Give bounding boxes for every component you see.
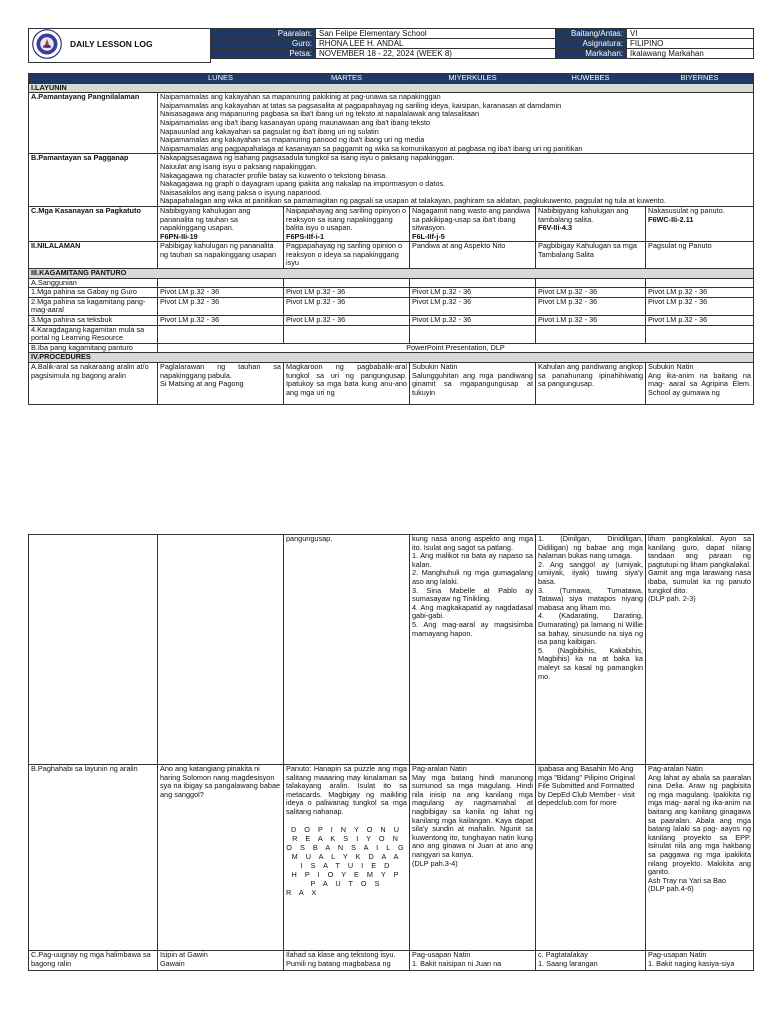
- document-title: DAILY LESSON LOG: [70, 38, 153, 49]
- row-label-balik-aral: A.Balik-aral sa nakaraang aralin at/o pagsisimula ng bagong aralin: [29, 363, 158, 405]
- puzzle-row: M U A L Y K D A A: [291, 851, 402, 861]
- kasanayan-text: Nabibigyang kahulugan ang pananalita ng tauhan sa napakinggang usapan.: [160, 206, 251, 233]
- paghahabi-cell: Pag-aralan Natin May mga batang hindi marunong sumunod sa mga magulang. Hindi nila inisip na ang kanilang mga magulang ay nagmamahal at nagbibigay sa kanila ng lahat ng kanilang mga kailangan. Kaya dapat sila'y sundin at mahalin. Ngunit sa kuwentong ito, tunghayan natin kung ano ang ginawa ni Juan at ano ang nangyari sa kanya. (DLP pah.3-4): [410, 765, 536, 951]
- row-label-pamantayan-pagganap: B.Pamantayan sa Pagganap: [29, 154, 158, 207]
- iba-pang-kagamitan-value: PowerPoint Presentation, DLP: [158, 343, 754, 353]
- continued-cell: kung nasa anong aspekto ang mga ito. Isulat ang sagot sa patlang. 1. Ang malikot na bata ay napaso sa kalan. 2. Manghuhuli ng mga gumagalang aso ang lalaki. 3. Sina Mabelle at Pablo ay sumasayaw ng Tinikling. 4. Ang magkakapatid ay nagdadasal gabi-gabi. 5. Ang mag-aaral ay magsisimba mamayang hapon.: [410, 535, 536, 765]
- header-brand: [29, 29, 211, 63]
- pamantayang-pangnilalaman-text: Naipamamalas ang kakayahan sa mapanuring pakikinig at pag-unawa sa napakinggan Naipamamalas ang kakayahan at tatas sa pagsasalita at pagpapahayag ng sariling ideya, kaisipan, karanasan at damdamin Naisasagawa ang mapanuring pagbasa sa iba't ibang uri ng teksto at napalalawak ang talasalitaan Naipamamalas ang iba't ibang kasanayan upang maunawaan ang iba't ibang teksto Napauunlad ang kakayahan sa pagsulat ng iba't ibang uri ng sulatin Naipamamalas ang kakayahan sa mapanuring panood ng iba't ibang uri ng media Naipamamalas ang pagpapahalaga at kasanayan sa paggamit ng wika sa komunikasyon at pagbasa ng iba't ibang uri ng panitikan: [158, 93, 754, 154]
- puzzle-row: R A X: [286, 887, 320, 897]
- continued-cell: [158, 535, 284, 765]
- puzzle-row: I S A T U I E D: [300, 860, 393, 870]
- paghahabi-cell: Pag-aralan Natin Ang lahat ay abala sa paaralan nina Delia. Araw ng pagbisita ng mga magulang. Ipakikita ng mga mag- aaral ng ika-anim na baitang ang kanilang ginagawa sa paaralan. Abala ang mga batang lalaki sa pag- aayos ng kanilang proyekto sa EPP. Isinulat nila ang mga hakbang sa paggawa ng mga ipakikita nilang proyekto. Makikita ang ganito. Ash Tray na Yari sa Bao (DLP pah.4-6): [646, 765, 754, 951]
- header-table: [28, 28, 754, 63]
- pivot-cell: Pivot LM p.32 - 36: [646, 316, 754, 326]
- kasanayan-cell: [284, 206, 410, 241]
- pivot-cell: Pivot LM p.32 - 36: [536, 316, 646, 326]
- puzzle-row: O S B A N S A I L G: [286, 842, 407, 852]
- balik-aral-cell: Kahulan ang pandiwang angkop sa panahunang ipinahihiwatig sa pangungusap.: [536, 363, 646, 405]
- pivot-cell: Pivot LM p.32 - 36: [158, 288, 284, 298]
- nilalaman-cell: Pabibigay kahulugan ng pananalita ng tauhan sa napakinggang usapan: [158, 242, 284, 269]
- paghahabi-cell: [284, 765, 410, 951]
- pivot-cell: Pivot LM p.32 - 36: [284, 316, 410, 326]
- date-label: Petsa:: [211, 49, 316, 59]
- lesson-table-continued: [28, 534, 754, 971]
- kasanayan-text: Nabibigyang kahulugan ang tambalang salita.: [538, 206, 629, 224]
- row-label-sanggunian: A.Sanggunian: [29, 278, 158, 288]
- section-kagamitan: III.KAGAMITANG PANTURO: [29, 269, 754, 279]
- pivot-cell: Pivot LM p.32 - 36: [646, 288, 754, 298]
- section-layunin: I.LAYUNIN: [29, 83, 754, 93]
- row-label-paghahabi: B.Paghahabi sa layunin ng aralin: [29, 765, 158, 951]
- quarter-value: Ikalawang Markahan: [627, 49, 754, 59]
- continued-label-cell: [29, 535, 158, 765]
- row-label-gabay: 1.Mga pahina sa Gabay ng Guro: [29, 288, 158, 298]
- pivot-cell: Pivot LM p.32 - 36: [410, 288, 536, 298]
- row-label-karagdagang: 4.Karagdagang kagamitan mula sa portal ng Learning Resource: [29, 325, 158, 343]
- kasanayan-cell: [410, 206, 536, 241]
- date-value: NOVEMBER 18 - 22, 2024 (WEEK 8): [316, 49, 556, 59]
- grade-label: Baitang/Antas:: [556, 29, 627, 39]
- teacher-label: Guro:: [211, 39, 316, 49]
- kasanayan-cell: [646, 206, 754, 241]
- day-header-biyernes: BIYERNES: [646, 74, 754, 84]
- pag-uugnay-cell: c. Pagtatalakay 1. Saang larangan: [536, 951, 646, 971]
- row-label-teksbuk: 3.Mga pahina sa teksbuk: [29, 316, 158, 326]
- competency-code: F6PS-IIf-i-1: [286, 231, 325, 241]
- school-value: San Felipe Elementary School: [316, 29, 556, 39]
- pivot-cell: Pivot LM p.32 - 36: [284, 297, 410, 315]
- continued-cell: 1. (Dinilgan, Dinidiligan, Didiligan) ng babae ang mga halaman bukas nang umaga. 2. Ang sanggol ay (umiyak, umiiyak, iiyak) tuwing siya'y basa. 3. (Tumawa, Tumatawa, Tatawa) siya matapos niyang mabasa ang liham mo. 4. (Kadarating, Darating, Dumarating) pa lamang ni Willie sa bahay, sinusundo na siya ng isa pang kaibigan. 5. (Nagbibihis, Kakabihis, Magbihis) ka na at baka ka maleyt sa kasal ng pamangkin mo.: [536, 535, 646, 765]
- continued-cell: liham pangkalakal. Ayon sa kanilang guro, dapat nilang tandaan ang paraan ng pagtutupi ng liham pangkalakal. Gamit ang mga larawang nasa ibaba, sumulat ka ng panuto tungkol dito. (DLP pah. 2-3): [646, 535, 754, 765]
- continued-cell: pangungusap.: [284, 535, 410, 765]
- competency-code: F6WC-IIi-2.11: [648, 214, 694, 224]
- pamantayan-pagganap-text: Nakapagsasagawa ng isahang pagsasadula tungkol sa isang isyu o paksang napakinggan. Naiuulat ang isang isyu o paksang napakinggan. Nakagagawa ng character profile batay sa kuwento o tekstong binasa. Nakagagawa ng graph o dayagram upang ipakita ang nakalap na impormasyon o datos. Naisasakilos ang isang paksa o isyung napanood. Napapahalagan ang wika at panitikan sa pamamagitan ng pagsali sa usapan at talakayan, paghiram sa aklatan, pagkukuwento, pagsulat ng tula at kuwento.: [158, 154, 754, 207]
- pag-uugnay-cell: Isipin at Gawin Gawain: [158, 951, 284, 971]
- pivot-cell: Pivot LM p.32 - 36: [158, 316, 284, 326]
- word-puzzle: [286, 825, 407, 897]
- nilalaman-cell: Pagsulat ng Panuto: [646, 242, 754, 269]
- row-label-pamantayang-pangnilalaman: A.Pamantayang Pangnilalaman: [29, 93, 158, 154]
- kasanayan-text: Nagagamit nang wasto ang pandiwa sa pakikipag-usap sa iba't ibang sitwasyon.: [412, 206, 531, 233]
- kasanayan-cell: [536, 206, 646, 241]
- pivot-cell: Pivot LM p.32 - 36: [536, 297, 646, 315]
- kasanayan-text: Naipapahayag ang sariling opinyon o reaksyon sa isang napakinggang balita isyu o usapan.: [286, 206, 407, 233]
- page-2: [28, 534, 753, 971]
- school-label: Paaralan:: [211, 29, 316, 39]
- pivot-cell: Pivot LM p.32 - 36: [284, 288, 410, 298]
- row-label-pag-uugnay: C.Pag-uugnay ng mga halimbawa sa bagong ralin: [29, 951, 158, 971]
- paghahabi-cell: Ipabasa ang Basahin Mo Ang mga "Bidang" Pilipino Original File Submitted and Formatted by DepEd Club Member - visit depedclub.com for more: [536, 765, 646, 951]
- grade-value: VI: [627, 29, 754, 39]
- puzzle-row: R E A K S I Y O N: [292, 833, 401, 843]
- balik-aral-cell: Magkaroon ng pagbabalik-aral tungkol sa uri ng pangungusap. Ipatukoy sa mga bata kung anu-ano ang mga uri ng: [284, 363, 410, 405]
- nilalaman-cell: Pagbibigay Kahulugan sa mga Tambalang Salita: [536, 242, 646, 269]
- row-label-nilalaman: II.NILALAMAN: [29, 242, 158, 269]
- balik-aral-cell: Subukin Natin Ang ika-anim na baitang na mag- aaral sa Agripina Elem. School ay gumawa ng: [646, 363, 754, 405]
- day-header-lunes: LUNES: [158, 74, 284, 84]
- pivot-cell: Pivot LM p.32 - 36: [410, 297, 536, 315]
- quarter-label: Markahan:: [556, 49, 627, 59]
- competency-code: F6PN-IIi-19: [160, 231, 198, 241]
- pivot-cell: Pivot LM p.32 - 36: [536, 288, 646, 298]
- puzzle-row: D O P I N Y O N U: [290, 824, 402, 834]
- section-procedures: IV.PROCEDURES: [29, 353, 754, 363]
- subject-label: Asignatura:: [556, 39, 627, 49]
- pivot-cell: Pivot LM p.32 - 36: [646, 297, 754, 315]
- row-label-pahina: 2.Mga pahina sa kagamitang pang-mag-aaral: [29, 297, 158, 315]
- pivot-cell: Pivot LM p.32 - 36: [158, 297, 284, 315]
- row-label-iba-pang-kagamitan: B.Iba pang kagamitang panturo: [29, 343, 158, 353]
- day-header-martes: MARTES: [284, 74, 410, 84]
- pag-uugnay-cell: Ilahad sa klase ang tekstong isyu. Pumili ng batang magbabasa ng: [284, 951, 410, 971]
- pag-uugnay-cell: Pag-usapan Natin 1. Bakit naging kasiya-siya: [646, 951, 754, 971]
- balik-aral-cell: Subukin Natin Salungguhitan ang mga pandiwang ginamit sa mgapangungusap at tukuyin: [410, 363, 536, 405]
- lesson-table: [28, 73, 754, 405]
- kasanayan-text: Nakasusulat ng panuto.: [648, 206, 725, 215]
- nilalaman-cell: Pagpapahayag ng sariling opinion o reaksyon o ideya sa napakinggang isyu: [284, 242, 410, 269]
- paghahabi-cell: Ano ang katangiang pinakita ni haring Solomon nang magdesisyon sya na ibigay sa pangalawang babae ang sanggol?: [158, 765, 284, 951]
- day-header-huwebes: HUWEBES: [536, 74, 646, 84]
- puzzle-instructions: Panuto: Hanapin sa puzzle ang mga salitang maaaring may kinalaman sa talakayang aralin. Isulat ito sa metacards. Magbigay ng maikling ideya o paliwanag tungkol sa mga salitang nahanap.: [286, 764, 407, 816]
- puzzle-row: H P I O Y E M Y P P A U T O S: [291, 869, 402, 888]
- pivot-cell: Pivot LM p.32 - 36: [410, 316, 536, 326]
- competency-code: F6V-IIi-4.3: [538, 223, 573, 233]
- day-header-miyerkules: MIYERKULES: [410, 74, 536, 84]
- pag-uugnay-cell: Pag-usapan Natin 1. Bakit naisipan ni Juan na: [410, 951, 536, 971]
- page-1: [28, 28, 753, 405]
- teacher-value: RHONA LEE H. ANDAL: [316, 39, 556, 49]
- balik-aral-cell: Paglalarawan ng tauhan sa napakinggang pabula. Si Matsing at ang Pagong: [158, 363, 284, 405]
- kasanayan-cell: [158, 206, 284, 241]
- nilalaman-cell: Pandiwa at ang Aspekto Nito: [410, 242, 536, 269]
- deped-seal-logo: [32, 29, 62, 59]
- competency-code: F6L-IIf-j-5: [412, 231, 445, 241]
- subject-value: FILIPINO: [627, 39, 754, 49]
- row-label-kasanayan: C.Mga Kasanayan sa Pagkatuto: [29, 206, 158, 241]
